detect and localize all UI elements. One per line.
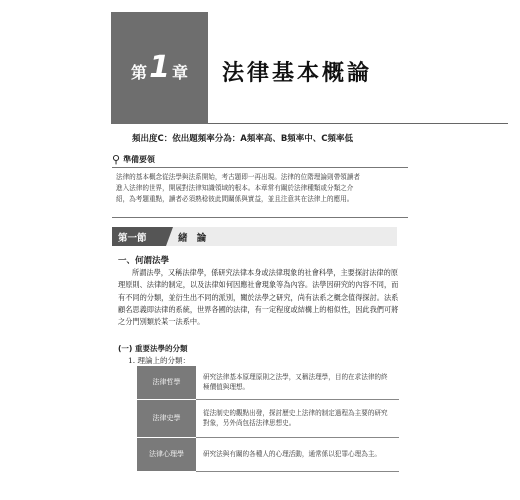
body-paragraph: 所謂法學，又稱法律學，係研究法律本身或法律現象的社會科學，主要探討法律的原理原則、法律的制定，以及法律如何因應社會現象等為內容。法學因研究的內容不同，而有不同的分類，並衍生出不同的派別，關於法學之研究，尚有法系之概念值得探討。法系顧名思義即法律的系統，世界各國的法律，有一定程度或結構上的相似性，因此我們可將之分門別類於某一法系中。: [118, 268, 399, 327]
table-description-cell: 研究法律基本原理原則之法學，又稱法理學，目的在求法律的終極價值與理想。: [196, 366, 399, 399]
preparation-guide: [112, 152, 408, 218]
table-description-cell: 從法制史的觀點出發，探討歷史上法律的制定過程為主要的研究對象，另外尚包括法律思想史。: [196, 399, 399, 437]
title-divider: [208, 123, 508, 124]
frequency-note: 頻出度C：依出題頻率分為：A頻率高、B頻率中、C頻率低: [132, 134, 354, 144]
table-category-cell: 法律史學: [137, 399, 196, 437]
classification-table: [137, 366, 399, 472]
preparation-header: [112, 152, 408, 166]
chapter-suffix: 章: [171, 62, 188, 82]
chapter-number-box: [111, 12, 208, 124]
preparation-divider: [112, 167, 408, 168]
preparation-line: 進入法律的世界，開展對法律知識領域的根本。本章常有關於法律種類或分類之介: [116, 184, 354, 192]
preparation-label: 準備要領: [123, 154, 156, 164]
table-row: [137, 437, 399, 471]
section-title: 緒 論: [178, 232, 210, 244]
table-category-cell: 法律哲學: [137, 366, 196, 399]
section-header: [112, 227, 397, 246]
chapter-title: 法律基本概論: [222, 61, 373, 86]
subheading-classification: (一) 重要法學的分類: [118, 344, 188, 353]
magnifier-icon: ⚲: [112, 152, 121, 166]
preparation-bottom-rule: [112, 217, 408, 218]
list-item-theoretical: 1. 理論上的分類：: [128, 356, 191, 365]
table-description-cell: 研究法與有關的各種人的心理活動，通常係以犯罪心理為主。: [196, 437, 399, 471]
section-tag: 第一節: [112, 227, 166, 246]
chapter-number: 1: [149, 50, 170, 85]
chapter-prefix: 第: [131, 62, 148, 82]
table-row: [137, 399, 399, 437]
preparation-line: 紹，為考題重點，讀者必須熟稔彼此間關係與實益，並且注意其在法律上的應用。: [116, 195, 354, 203]
table-row: [137, 366, 399, 399]
section-tag-slant: [166, 227, 173, 246]
preparation-line: 法律的基本概念從法學與法系開始，考古題即一再出現。法律的位階理論則帶領讀者: [116, 173, 360, 181]
heading-what-is-jurisprudence: 一、何謂法學: [118, 256, 170, 266]
table-category-cell: 法律心理學: [137, 437, 196, 471]
preparation-text: [112, 172, 408, 205]
